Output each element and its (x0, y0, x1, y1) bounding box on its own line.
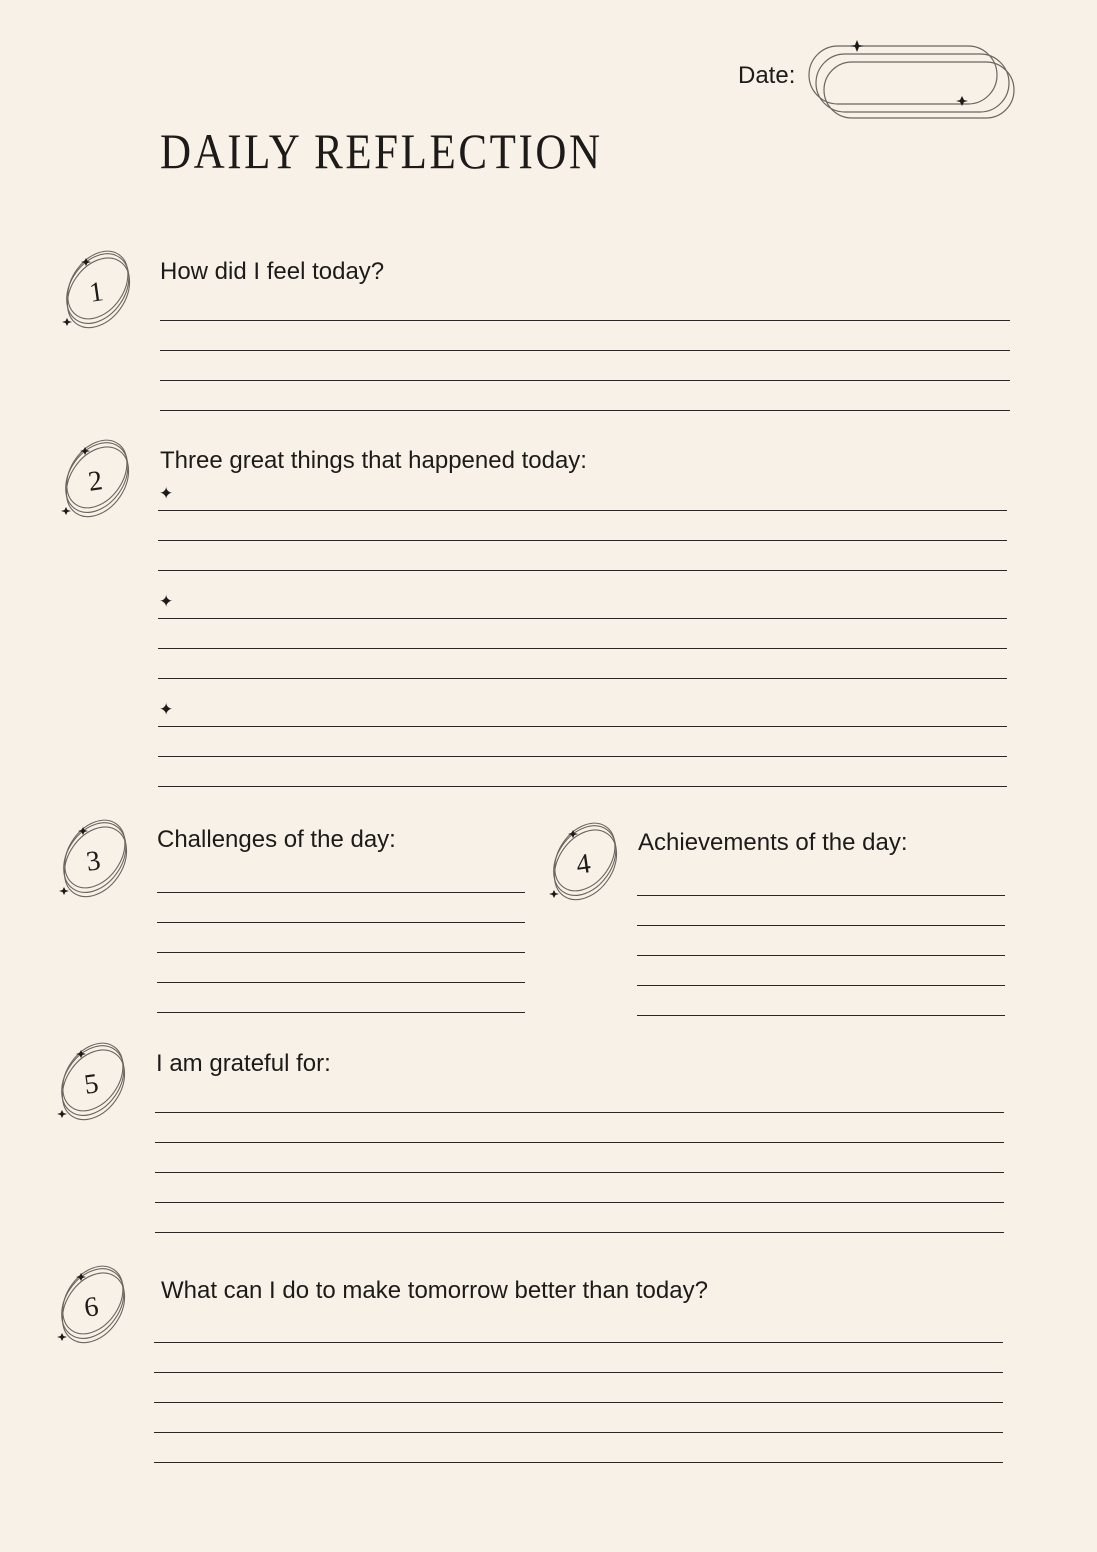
section-question: Three great things that happened today: (160, 447, 587, 474)
writing-line[interactable] (155, 1232, 1004, 1233)
writing-line[interactable] (155, 1172, 1004, 1173)
writing-line[interactable] (155, 1112, 1004, 1113)
page-title: DAILY REFLECTION (160, 123, 603, 179)
number-badge-icon (49, 436, 145, 522)
writing-line[interactable] (158, 540, 1007, 541)
writing-line[interactable] (157, 952, 525, 953)
writing-line[interactable] (157, 922, 525, 923)
writing-line[interactable] (160, 320, 1010, 321)
section-number: 6 (82, 1291, 101, 1324)
writing-line[interactable] (154, 1432, 1003, 1433)
writing-line[interactable] (158, 756, 1007, 757)
writing-line[interactable] (157, 982, 525, 983)
section-question: What can I do to make tomorrow better than today? (161, 1277, 708, 1304)
number-badge-icon (50, 247, 146, 333)
writing-line[interactable] (154, 1342, 1003, 1343)
sparkle-bullet-icon: ✦ (159, 592, 174, 611)
writing-line[interactable] (157, 892, 525, 893)
writing-line[interactable] (155, 1202, 1004, 1203)
writing-line[interactable] (158, 648, 1007, 649)
writing-line[interactable] (154, 1402, 1003, 1403)
writing-line[interactable] (158, 786, 1007, 787)
writing-line[interactable] (160, 380, 1010, 381)
writing-line[interactable] (154, 1462, 1003, 1463)
section-question: Achievements of the day: (638, 829, 908, 856)
section-number: 4 (574, 848, 593, 881)
writing-line[interactable] (157, 1012, 525, 1013)
writing-line[interactable] (637, 985, 1005, 986)
writing-line[interactable] (160, 350, 1010, 351)
section-question: How did I feel today? (160, 258, 385, 285)
writing-line[interactable] (158, 510, 1007, 511)
writing-line[interactable] (158, 726, 1007, 727)
section-question: I am grateful for: (156, 1050, 331, 1077)
number-badge-icon (45, 1262, 141, 1348)
date-label: Date: (738, 62, 796, 89)
section-number: 3 (84, 845, 103, 878)
section-number: 2 (86, 465, 105, 498)
sparkle-bullet-icon: ✦ (159, 700, 174, 719)
writing-line[interactable] (637, 1015, 1005, 1016)
number-badge-icon (47, 816, 143, 902)
writing-line[interactable] (637, 895, 1005, 896)
writing-line[interactable] (155, 1142, 1004, 1143)
writing-line[interactable] (158, 618, 1007, 619)
date-field[interactable] (806, 40, 1021, 127)
sparkle-bullet-icon: ✦ (159, 484, 174, 503)
section-number: 5 (82, 1068, 101, 1101)
section-question: Challenges of the day: (157, 826, 396, 853)
number-badge-icon (537, 819, 633, 905)
writing-line[interactable] (158, 570, 1007, 571)
writing-line[interactable] (154, 1372, 1003, 1373)
section-number: 1 (87, 276, 106, 309)
writing-line[interactable] (637, 955, 1005, 956)
writing-line[interactable] (160, 410, 1010, 411)
date-frame-icon (806, 40, 1021, 122)
writing-line[interactable] (158, 678, 1007, 679)
number-badge-icon (45, 1039, 141, 1125)
writing-line[interactable] (637, 925, 1005, 926)
